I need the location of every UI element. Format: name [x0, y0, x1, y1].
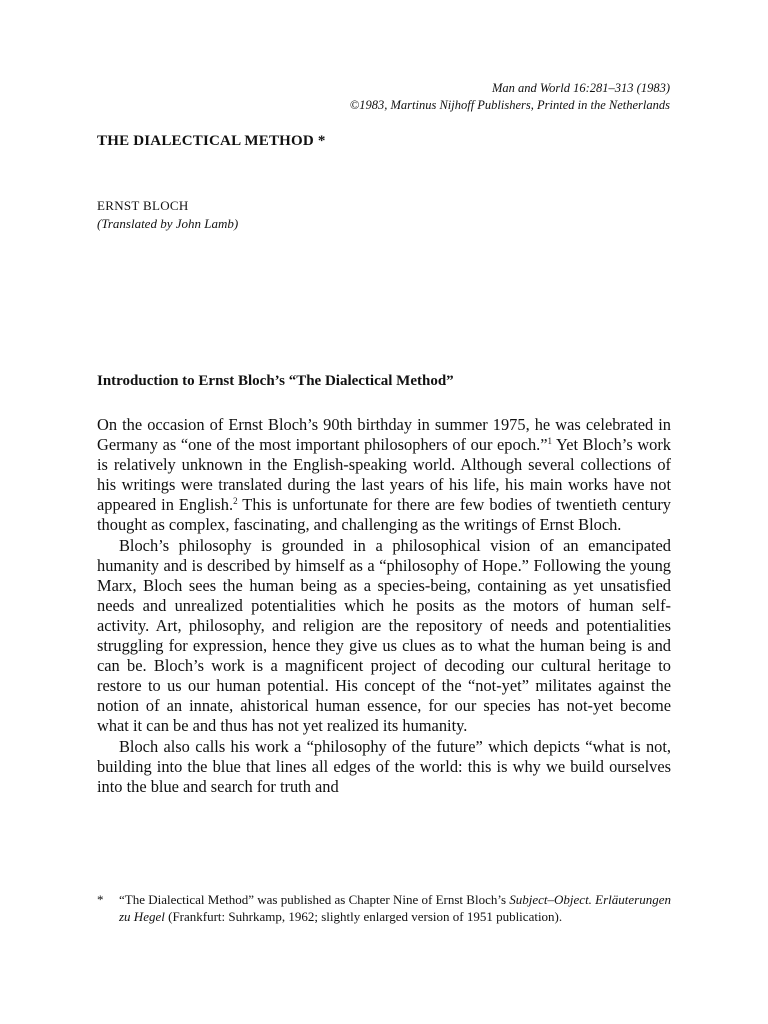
footnote-text-b: (Frankfurt: Suhrkamp, 1962; slightly enlarged version of 1951 publication).	[164, 909, 563, 924]
paragraph-1-part-c: This is unfortunate for there are few bodies of twentieth century thought as complex, fascinating, and challenging as the writings of Ernst Bloch.	[97, 495, 671, 535]
body-text	[97, 415, 671, 797]
footnote	[97, 891, 677, 925]
author-name: ERNST BLOCH	[97, 198, 189, 213]
journal-header	[350, 80, 670, 114]
section-heading: Introduction to Ernst Bloch’s “The Dialectical Method”	[97, 373, 454, 389]
footnote-text	[119, 891, 677, 925]
footnote-mark: *	[97, 892, 104, 907]
footnote-ref-1: 1	[547, 436, 553, 447]
paragraph-1-part-a: On the occasion of Ernst Bloch’s 90th birthday in summer 1975, he was celebrated in Germany as “one of the most important philosophers of our epoch.”	[97, 415, 671, 455]
footnote-text-a: “The Dialectical Method” was published as Chapter Nine of Ernst Bloch’s	[119, 892, 510, 907]
paragraph-1	[97, 415, 671, 536]
paragraph-2: Bloch’s philosophy is grounded in a philosophical vision of an emancipated humanity and is described by himself as a “philosophy of Hope.” Following the young Marx, Bloch sees the human being as a species-being, containing as yet unsatisfied needs and unrealized potentialities which he posits as the motors of human self-activity. Art, philosophy, and religion are the repository of needs and potentialities struggling for expression, hence they give us clues as to what the human being is and can be. Bloch’s work is a magnificent project of decoding our cultural heritage to restore to us our human potential. His concept of the “not-yet” militates against the notion of an innate, ahistorical human essence, for our species has not-yet become what it can be and thus has not yet realized its humanity.	[97, 535, 671, 736]
paragraph-1-part-b: Yet Bloch’s work is relatively unknown in the English-speaking world. Although several collections of his writings were translated during the last years of his life, his main works have not appeared in English.	[97, 435, 671, 515]
article-title: THE DIALECTICAL METHOD *	[97, 133, 326, 149]
translator-credit: (Translated by John Lamb)	[97, 216, 239, 231]
journal-citation: Man and World 16:281–313 (1983)	[491, 81, 670, 95]
footnote-book-title: Subject–Object. Erläuterungen zu Hegel	[119, 892, 672, 924]
footnote-ref-2: 2	[233, 496, 238, 507]
paragraph-3: Bloch also calls his work a “philosophy of the future” which depicts “what is not, building into the blue that lines all edges of the world: this is why we build ourselves into the blue and search for truth and	[97, 736, 671, 796]
publisher-line: ©1983, Martinus Nijhoff Publishers, Printed in the Netherlands	[349, 98, 670, 112]
